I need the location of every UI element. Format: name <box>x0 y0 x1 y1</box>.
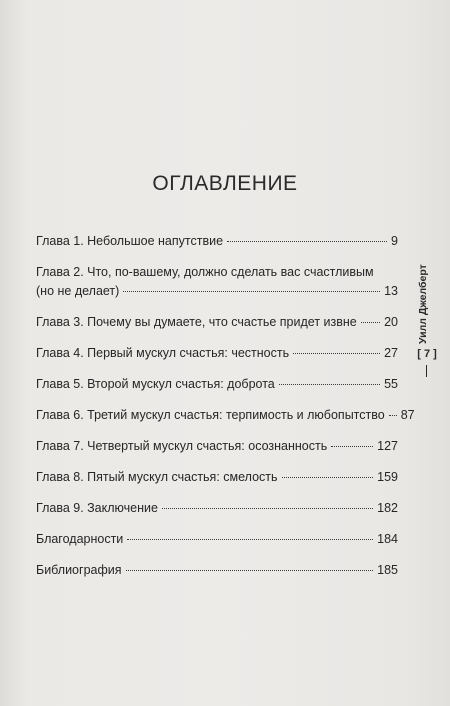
running-head-author: Уилл Джелберт <box>417 264 429 344</box>
toc-entry <box>36 499 398 518</box>
table-of-contents <box>36 232 415 592</box>
toc-entry-title: Глава 3. Почему вы думаете, что счастье придет извне <box>36 315 357 329</box>
dot-leader <box>127 539 373 540</box>
dot-leader <box>361 322 380 323</box>
toc-entry-page: 159 <box>377 470 398 484</box>
dot-leader <box>389 415 397 416</box>
toc-entry-title: Благодарности <box>36 532 124 546</box>
toc-entry <box>36 313 398 332</box>
toc-entry-page: 27 <box>384 346 398 360</box>
page-number: [ 7 ] <box>417 348 437 360</box>
dot-leader <box>293 353 380 354</box>
toc-entry-title: Глава 4. Первый мускул счастья: честность <box>36 346 290 360</box>
toc-entry-title: Глава 1. Небольшое напутствие <box>36 234 224 248</box>
toc-entry-page: 20 <box>384 315 398 329</box>
toc-entry-page: 182 <box>377 501 398 515</box>
toc-entry-title: Глава 6. Третий мускул счастья: терпимость и любопытство <box>36 408 385 422</box>
toc-entry-page: 55 <box>384 377 398 391</box>
dot-leader <box>282 477 374 478</box>
toc-entry <box>36 232 398 251</box>
toc-entry-page: 127 <box>377 439 398 453</box>
toc-entry-title: Глава 8. Пятый мускул счастья: смелость <box>36 470 278 484</box>
toc-entry <box>36 406 415 425</box>
toc-entry <box>36 561 398 580</box>
toc-entry <box>36 530 398 549</box>
dot-leader <box>331 446 373 447</box>
page-number-rule <box>426 365 427 377</box>
toc-entry-title: Глава 9. Заключение <box>36 501 158 515</box>
dot-leader <box>279 384 380 385</box>
dot-leader <box>126 570 374 571</box>
toc-entry-page: 13 <box>384 284 398 298</box>
toc-entry <box>36 375 398 394</box>
dot-leader <box>123 291 380 292</box>
toc-entry-title-continuation: (но не делает) <box>36 284 120 298</box>
toc-entry-title: Глава 5. Второй мускул счастья: доброта <box>36 377 275 391</box>
toc-entry-page: 9 <box>391 234 398 248</box>
toc-entry-page: 184 <box>377 532 398 546</box>
toc-entry-title: Глава 2. Что, по-вашему, должно сделать вас счастливым <box>36 265 374 279</box>
dot-leader <box>162 508 373 509</box>
toc-entry <box>36 468 398 487</box>
toc-entry-page: 87 <box>400 408 415 422</box>
toc-entry <box>36 263 398 301</box>
toc-entry-page: 185 <box>377 563 398 577</box>
toc-entry <box>36 344 398 363</box>
side-margin <box>417 264 437 388</box>
toc-entry-title: Глава 7. Четвертый мускул счастья: осознанность <box>36 439 328 453</box>
dot-leader <box>227 241 387 242</box>
toc-entry-title: Библиография <box>36 563 122 577</box>
toc-heading: ОГЛАВЛЕНИЕ <box>152 172 298 195</box>
toc-entry <box>36 437 398 456</box>
